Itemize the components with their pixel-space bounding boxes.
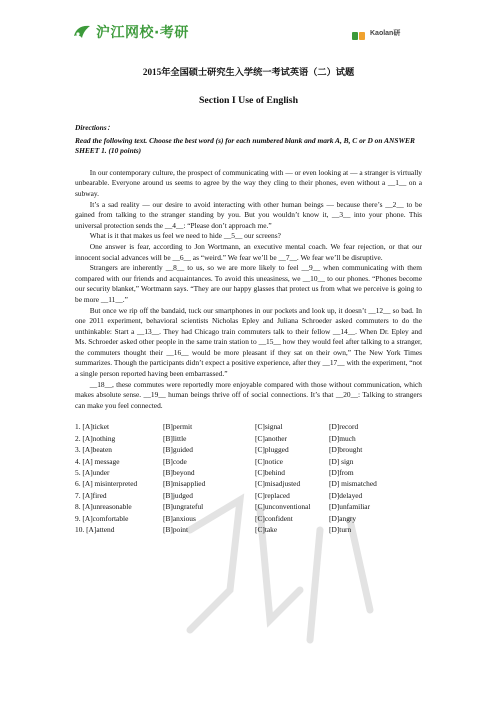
option-c: [C]unconventional (255, 502, 311, 512)
option-row (75, 525, 422, 536)
passage-paragraph: One answer is fear, according to Jon Wortmann, an executive mental coach. We fear rejection, or that our innocent social advances will be __6__ as “weird.” We fear we’ll be __7__. We fear we’ll be disruptive. (75, 241, 422, 262)
option-c: [C]signal (255, 422, 283, 432)
option-a: 5. [A]under (75, 468, 110, 477)
option-a: 9. [A]comfortable (75, 513, 129, 523)
option-c: [C]another (255, 433, 288, 443)
option-a: 2. [A]nothing (75, 433, 116, 443)
option-d: [D] mismatched (329, 479, 377, 489)
option-c: [C]replaced (255, 490, 290, 500)
option-b: [B]guided (163, 445, 193, 455)
option-row (75, 422, 422, 433)
option-d: [D]from (329, 468, 354, 477)
option-a: 4. [A] message (75, 456, 120, 466)
option-c: [C]misadjusted (255, 479, 301, 489)
option-d: [D]unfamiliar (329, 502, 371, 512)
directions-label: Directions： (75, 123, 115, 132)
passage-paragraph: In our contemporary culture, the prospect of communicating with — or even looking at — a stranger is virtually unbearable. Everyone around us seems to agree by the way they cling to their phones, even without a __1__ on a subway. (75, 167, 422, 198)
option-b: [B]misapplied (163, 479, 206, 489)
option-b: [B]ungrateful (163, 502, 204, 512)
option-b: [B]permit (163, 422, 193, 432)
option-row (75, 457, 422, 468)
page-header (0, 0, 496, 52)
passage-paragraph: It’s a sad reality — our desire to avoid interacting with other human beings — because there’s __2__ to be gained from talking to the stranger standing by you. But you wouldn’t know it, __3__ into your phone. This universal protection sends the __4__: “Please don’t approach me.” (75, 199, 422, 230)
option-b: [B]judged (163, 490, 193, 500)
passage-paragraph: What is it that makes us feel we need to hide __5__ our screens? (89, 231, 281, 241)
option-a: 6. [A] misinterpreted (75, 479, 138, 489)
document-title: 2015年全国硕士研究生入学统一考试英语（二）试题 (142, 67, 355, 77)
option-d: [D]delayed (329, 490, 363, 500)
passage-paragraph: __18__, these commutes were reportedly more enjoyable compared with those without communication, which makes absolute sense. __19__ human beings thrive off of social connections. It’s that __20__: Talking to strangers can make you feel connected. (75, 379, 422, 410)
option-c: [C]take (255, 524, 278, 534)
option-b: [B]beyond (163, 468, 195, 477)
option-d: [D]brought (329, 445, 363, 455)
section-heading: Section I Use of English (198, 95, 299, 106)
option-row (75, 434, 422, 445)
option-row (75, 479, 422, 490)
option-row (75, 468, 422, 479)
hujiang-logo-icon (72, 24, 92, 40)
option-b: [B]point (163, 524, 189, 534)
option-d: [D]turn (329, 524, 352, 534)
option-d: [D]angry (329, 513, 357, 523)
option-a: 7. [A]fired (75, 490, 107, 500)
option-row (75, 491, 422, 502)
directions-text: Read the following text. Choose the best word (s) for each numbered blank and mark A, B, C or D on ANSWER SHEET 1. (10 points) (75, 135, 415, 156)
passage-paragraph: But once we rip off the bandaid, tuck our smartphones in our pockets and look up, it doesn’t __12__ so bad. In one 2011 experiment, behavioral scientists Nicholas Epley and Juliana Schroeder asked commuters to do the unthinkable: Start a __13__. They had Chicago train commuters talk to their fellow __14__. When Dr. Epley and Ms. Schroeder asked other people in the same train station to __15__ how they would feel after talking to a stranger, the commuters thought their __16__ would be more pleasant if they sat on their own,” The New York Times summarizes. Though the participants didn’t expect a positive experience, after they __17__ with the experiment, “not a single person reported having been embarrassed.” (75, 305, 422, 379)
option-row (75, 502, 422, 513)
kaolan-logo-text: Kaolan研 (370, 30, 401, 37)
option-row (75, 514, 422, 525)
option-c: [C]confident (255, 513, 293, 523)
option-d: [D]record (329, 422, 359, 432)
passage-paragraph: Strangers are inherently __8__ to us, so we are more likely to feel __9__ when communicating with them compared with our friends and acquaintances. To avoid this uneasiness, we __10__ to our phones. “Phones become our security blanket,” Wortmann says. “They are our happy glasses that protect us from what we perceive is going to be more __11__.” (75, 263, 422, 304)
option-c: [C]plugged (255, 445, 289, 455)
option-a: 8. [A]unreasonable (75, 502, 132, 512)
option-row (75, 445, 422, 456)
hujiang-logo (72, 22, 189, 42)
option-c: [C]behind (255, 468, 285, 477)
option-a: 3. [A]beaten (75, 445, 112, 455)
option-a: 1. [A]ticket (75, 422, 110, 432)
exam-document (75, 66, 422, 536)
option-d: [D]much (329, 433, 356, 443)
kaolan-logo (352, 28, 400, 38)
option-a: 10. [A]attend (75, 524, 115, 534)
option-c: [C]notice (255, 456, 283, 466)
option-b: [B]anxious (163, 513, 196, 523)
answer-options (75, 422, 422, 536)
kaolan-logo-icon (352, 28, 366, 38)
option-b: [B]little (163, 433, 187, 443)
hujiang-logo-text: 沪江网校·考研 (96, 25, 189, 41)
option-d: [D] sign (329, 456, 354, 466)
option-b: [B]code (163, 456, 187, 466)
